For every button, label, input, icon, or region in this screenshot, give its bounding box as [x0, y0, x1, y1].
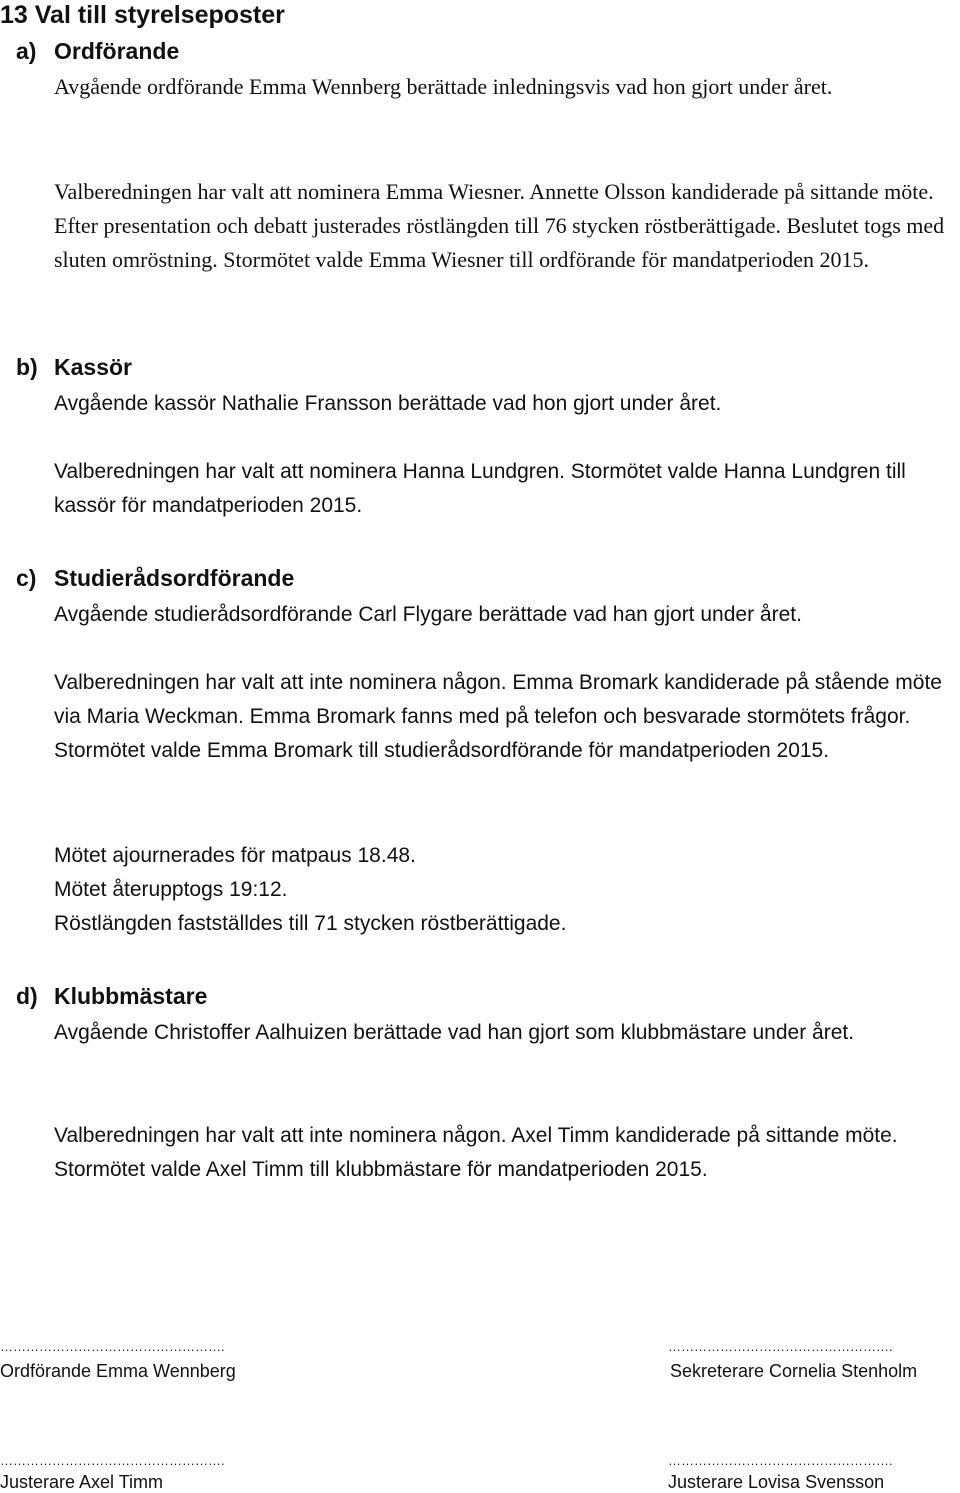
paragraph: Valberedningen har valt att inte nominera någon. Axel Timm kandiderade på sittande möte. Stormötet valde Axel Timm till klubbmästare för mandatperioden 2015.: [54, 1124, 898, 1182]
page-title: 13 Val till styrelseposter: [0, 1, 285, 29]
section-letter: d): [16, 983, 38, 1009]
section-heading-studieradsordforande: [16, 563, 294, 593]
paragraph: Avgående Christoffer Aalhuizen berättade vad han gjort som klubbmästare under året.: [54, 1021, 855, 1044]
signature-line-right-1: …………………………………………….: [668, 1339, 893, 1354]
section-letter: a): [16, 38, 37, 64]
paragraph: Avgående studierådsordförande Carl Flygare berättade vad han gjort under året.: [54, 603, 802, 626]
signature-line-right-2: …………………………………………….: [668, 1453, 893, 1468]
signature-line-left-1: …………………………………………….: [0, 1339, 225, 1354]
section-letter: b): [16, 354, 38, 380]
section-letter: c): [16, 565, 37, 591]
paragraph: Avgående ordförande Emma Wennberg berättade inledningsvis vad hon gjort under året.: [54, 74, 833, 99]
paragraph: Valberedningen har valt att inte nominera någon. Emma Bromark kandiderade på stående möte via Maria Weckman. Emma Bromark fanns med på telefon och besvarade stormötets frågor. Stormötet valde Emma Bromark till studierådsordförande för mandatperioden 2015.: [54, 671, 942, 763]
paragraph: Mötet ajournerades för matpaus 18.48.: [54, 844, 416, 867]
section-heading-klubbmastare: [16, 981, 207, 1011]
signature-secretary: Sekreterare Cornelia Stenholm: [670, 1361, 918, 1381]
paragraph: Röstlängden fastställdes till 71 stycken röstberättigade.: [54, 912, 567, 935]
section-heading-ordforande: [16, 36, 179, 66]
signature-chair: Ordförande Emma Wennberg: [0, 1361, 236, 1381]
section-heading-kassor: [16, 352, 132, 382]
signature-adjuster-1: Justerare Axel Timm: [0, 1472, 164, 1492]
paragraph: Avgående kassör Nathalie Fransson berättade vad hon gjort under året.: [54, 392, 722, 415]
paragraph: Valberedningen har valt att nominera Hanna Lundgren. Stormötet valde Hanna Lundgren till kassör för mandatperioden 2015.: [54, 460, 906, 518]
section-title: Studierådsordförande: [54, 565, 295, 591]
section-title: Klubbmästare: [54, 983, 208, 1009]
section-title: Kassör: [54, 354, 132, 380]
section-title: Ordförande: [54, 38, 180, 64]
paragraph: Valberedningen har valt att nominera Emma Wiesner. Annette Olsson kandiderade på sittande möte. Efter presentation och debatt justerades röstlängden till 76 stycken röstberättigade. Beslutet togs med sluten omröstning. Stormötet valde Emma Wiesner till ordförande för mandatperioden 2015.: [54, 179, 945, 273]
paragraph: Mötet återupptogs 19:12.: [54, 878, 288, 901]
signature-line-left-2: …………………………………………….: [0, 1453, 225, 1468]
signature-adjuster-2: Justerare Lovisa Svensson: [668, 1472, 885, 1492]
